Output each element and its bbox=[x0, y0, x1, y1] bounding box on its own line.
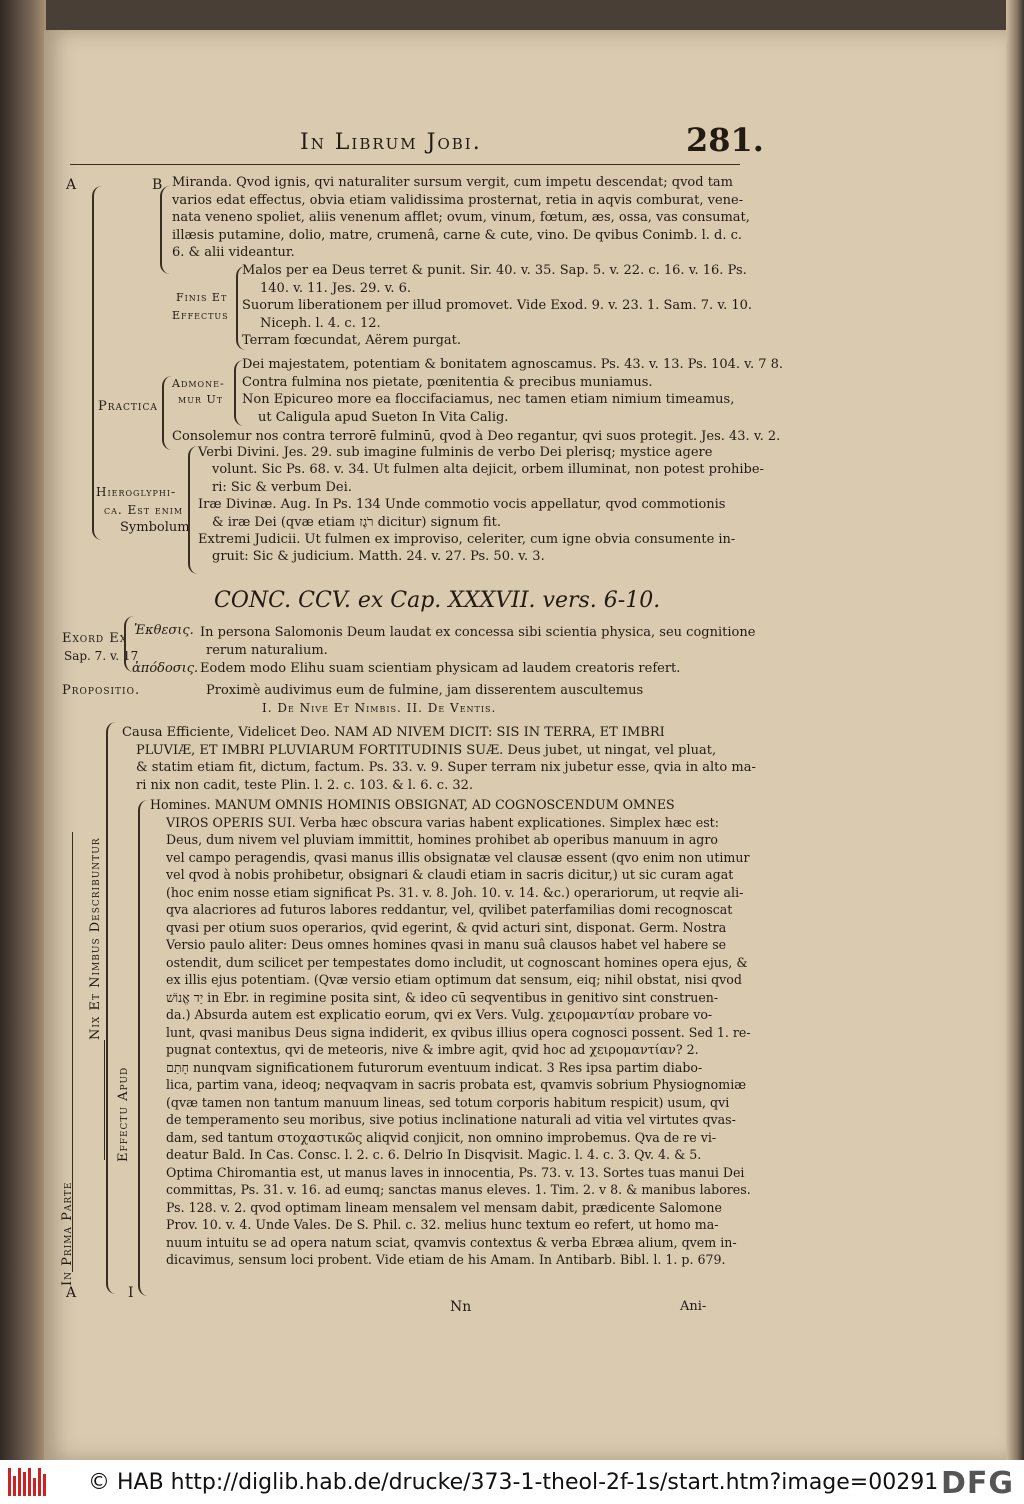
block-hierogl bbox=[198, 444, 764, 566]
text-line: da.) Absurda autem est explicatio eorum, qvi ex Vers. Vulg. χειρομαντίαν probare vo- bbox=[166, 1007, 713, 1022]
text-line: Prov. 10. v. 4. Unde Vales. De S. Phil. c. 32. melius hunc textum eo refert, ut homo ma- bbox=[166, 1217, 719, 1232]
side-label-effectu: Effectu Apud bbox=[116, 1066, 131, 1162]
conc-title: CONC. CCV. ex Cap. XXXVII. vers. 6-10. bbox=[214, 588, 661, 613]
text-line: illæsis putamine, dolio, matre, crumenâ, carne & cute, vino. De qvibus Conimb. l. d. c. bbox=[172, 227, 743, 243]
block-miranda bbox=[172, 174, 750, 262]
label-propositio: Propositio. bbox=[62, 683, 141, 698]
side-label-nix: Nix Et Nimbus Describuntur bbox=[88, 837, 103, 1040]
text-line: Ps. 128. v. 2. qvod optimam lineam mensalem vel mensam dabit, prædicente Salomone bbox=[166, 1199, 722, 1215]
text-line: vel qvod à nobis prohibetur, obsignari & claudi etiam in sacris dicitur,) ut sic curam agat bbox=[166, 867, 734, 882]
margin-letter-b: B bbox=[152, 177, 163, 193]
text-line: volunt. Sic Ps. 68. v. 34. Ut fulmen alta dejicit, orbem illuminat, non potest prohibe- bbox=[212, 462, 764, 478]
text-line-consolemur: Consolemur nos contra terrorē fulminū, qvod à Deo regantur, qvi suos protegit. Jes. 43. v. 2. bbox=[172, 429, 781, 444]
footer-bar bbox=[0, 1460, 1024, 1504]
text-line: PLUVIÆ, ET IMBRI PLUVIARUM FORTITUDINIS SUÆ. Deus jubet, ut ningat, vel pluat, bbox=[136, 742, 717, 758]
margin-letter-i-bottom: I bbox=[128, 1285, 134, 1301]
text-line: gruit: Sic & judicium. Matth. 24. v. 27. Ps. 50. v. 3. bbox=[212, 549, 545, 565]
dfg-logo: DFG bbox=[940, 1466, 1014, 1501]
text-line: & statim etiam fit, dictum, factum. Ps. 33. v. 9. Super terram nix jubetur esse, qvia in alto ma- bbox=[136, 760, 756, 775]
text-line: Extremi Judicii. Ut fulmen ex improviso, celeriter, cum igne obvia consumente in- bbox=[198, 532, 736, 548]
label-mur-ut: mur Ut bbox=[178, 393, 224, 406]
text-line: pugnat contextus, qvi de meteoris, nive & imbre agit, qvid hoc ad χειρομαντίαν? 2. bbox=[166, 1042, 699, 1057]
text-line: Optima Chiromantia est, ut manus laves in innocentia, Ps. 73. v. 13. Sortes tuas manui Dei bbox=[166, 1164, 745, 1180]
copyright-link[interactable]: © HAB http://diglib.hab.de/drucke/373-1-theol-2f-1s/start.htm?image=00291 bbox=[88, 1470, 939, 1495]
text-line: יַד אֱנוֹשׁ in Ebr. in regimine posita sint, & ideo cū seqventibus in genitivo sint construen- bbox=[166, 989, 719, 1005]
label-hierogl-2: ca. Est enim bbox=[104, 503, 184, 517]
greek-apodosis: ἀπόδοσις. bbox=[132, 661, 199, 676]
text-line: Contra fulmina nos pietate, pœnitentia & precibus muniamus. bbox=[242, 374, 653, 390]
text-line: ostendit, dum scilicet per tempestates domo includit, ut cognoscant homines opera ejus, & bbox=[166, 954, 748, 970]
text-line: nata veneno spoliet, aliis venenum afflet; ovum, vinum, fœtum, æs, ossa, vas consumat, bbox=[172, 210, 750, 225]
text-line: Homines. MANUM OMNIS HOMINIS OBSIGNAT, AD COGNOSCENDUM OMNES bbox=[150, 797, 675, 812]
text-line: (hoc enim nosse etiam significat Ps. 31. v. 8. Joh. 10. v. 14. &c.) operariorum, ut reqvie ali- bbox=[166, 884, 744, 900]
text-line: VIROS OPERIS SUI. Verba hæc obscura varias habent explicationes. Simplex hæc est: bbox=[166, 814, 719, 830]
hab-logo bbox=[8, 1468, 48, 1496]
label-effectus: Effectus bbox=[172, 309, 229, 322]
propositio-line-2: I. De Nive Et Nimbis. II. De Ventis. bbox=[262, 701, 497, 715]
book-spine bbox=[0, 0, 46, 1460]
block-causa bbox=[122, 724, 756, 794]
text-line: In persona Salomonis Deum laudat ex concessa sibi scientia physica, seu cognitione bbox=[200, 625, 756, 640]
text-line: Dei majestatem, potentiam & bonitatem agnoscamus. Ps. 43. v. 13. Ps. 104. v. 7 8. bbox=[242, 357, 784, 372]
header-rule bbox=[70, 164, 740, 165]
text-line: Malos per ea Deus terret & punit. Sir. 40. v. 35. Sap. 5. v. 22. c. 16. v. 16. Ps. bbox=[242, 263, 747, 278]
text-line: 6. & alii videantur. bbox=[172, 245, 295, 260]
block-finis bbox=[242, 262, 752, 350]
text-line: ex illis ejus potentiam. (Qvæ versio etiam optimum dat sensum, eiq; nihil obstat, nisi qvod bbox=[166, 972, 742, 987]
margin-letter-a: A bbox=[66, 177, 77, 193]
block-practica bbox=[242, 356, 783, 426]
block-exord bbox=[200, 624, 755, 678]
text-line: ut Caligula apud Sueton In Vita Calig. bbox=[258, 409, 509, 425]
text-line: Niceph. l. 4. c. 12. bbox=[260, 315, 381, 331]
brace-big bbox=[106, 722, 120, 1294]
text-line: deatur Bald. In Cas. Consc. l. 2. c. 6. Delrio In Disqvisit. Magic. l. 4. c. 3. Qv. 4. & 5. bbox=[166, 1147, 702, 1162]
label-finis: Finis Et bbox=[176, 291, 228, 304]
text-line: Verbi Divini. Jes. 29. sub imagine fulminis de verbo Dei plerisq; mystice agere bbox=[198, 445, 713, 460]
page-number: 281. bbox=[686, 121, 764, 159]
propositio-line-1: Proximè audivimus eum de fulmine, jam disserentem auscultemus bbox=[206, 683, 644, 698]
label-hierogl-3: Symbolum bbox=[120, 520, 190, 535]
running-title: In Librum Jobi. bbox=[300, 130, 482, 155]
text-line: 140. v. 11. Jes. 29. v. 6. bbox=[260, 280, 412, 296]
text-line: nuum intuitu se ad opera natum sciat, qvamvis contextus & verba Ebræa alium, qvem in- bbox=[166, 1234, 737, 1250]
side-rule-2 bbox=[104, 1040, 105, 1160]
text-line: Causa Efficiente, Videlicet Deo. NAM AD NIVEM DICIT: SIS IN TERRA, ET IMBRI bbox=[122, 725, 665, 740]
text-line: Iræ Divinæ. Aug. In Ps. 134 Unde commotio vocis appellatur, qvod commotionis bbox=[198, 497, 726, 513]
brace-b bbox=[160, 186, 170, 274]
label-exord: Exord Ex bbox=[62, 631, 128, 646]
text-line: & iræ Dei (qvæ etiam רֹגֶז dicitur) signum fit. bbox=[212, 514, 501, 530]
text-line: ri nix non cadit, teste Plin. l. 2. c. 103. & l. 6. c. 32. bbox=[136, 777, 474, 793]
text-line: vel campo peragendis, qvasi manus illis obsignatæ vel clausæ essent (qvo enim non utimur bbox=[166, 849, 750, 865]
text-line: Eodem modo Elihu suam scientiam physicam ad laudem creatoris refert. bbox=[200, 661, 681, 676]
greek-ekthesis: Ἐκθεσις. bbox=[134, 623, 194, 638]
text-line: ri: Sic & verbum Dei. bbox=[212, 479, 352, 495]
text-line: Non Epicureo more ea floccifaciamus, nec tamen etiam nimium timeamus, bbox=[242, 392, 735, 407]
text-line: committas, Ps. 31. v. 16. ad eumq; sanctas manus eleves. 1. Tim. 2. v 8. & manibus labores. bbox=[166, 1182, 751, 1197]
signature-mark: Nn bbox=[450, 1299, 472, 1315]
text-line: qva alacriores ad futuros labores reddantur, vel, qvilibet paterfamilias domi recognoscat bbox=[166, 902, 733, 917]
text-line: rerum naturalium. bbox=[206, 643, 328, 658]
text-line: Suorum liberationem per illud promovet. Vide Exod. 9. v. 23. 1. Sam. 7. v. 10. bbox=[242, 298, 753, 313]
label-hierogl-1: Hieroglyphi- bbox=[96, 485, 177, 499]
block-homines bbox=[150, 796, 751, 1269]
side-label-prima: In Prima Parte bbox=[60, 1181, 75, 1286]
label-practica: Practica bbox=[98, 399, 158, 414]
brace-homines bbox=[138, 800, 150, 1296]
text-line: Terram fœcundat, Aërem purgat. bbox=[242, 333, 462, 348]
text-line: lica, partim vana, ideoq; neqvaqvam in sacris probata est, qvamvis sobrium Physiognomiæ bbox=[166, 1077, 747, 1092]
text-line: varios edat effectus, obvia etiam validissima prosternat, retia in aqvis comburat, vene- bbox=[172, 192, 744, 208]
text-line: חָתַם nunqvam significationem futurorum eventuum indicat. 3 Res ipsa partim diabo- bbox=[166, 1059, 703, 1075]
text-line: Miranda. Qvod ignis, qvi naturaliter sursum vergit, cum impetu descendat; qvod tam bbox=[172, 175, 734, 190]
label-sap: Sap. 7. v. 17 bbox=[64, 649, 139, 663]
page-edge bbox=[1006, 0, 1024, 1460]
label-admone: Admone- bbox=[172, 377, 225, 390]
text-line: Deus, dum nivem vel pluviam immittit, homines prohibet ab operibus manuum in agro bbox=[166, 832, 718, 847]
text-line: de temperamento seu moribus, sive potius inclinatione naturali ad vitia vel virtutes qvas- bbox=[166, 1112, 736, 1127]
text-line: (qvæ tamen non tantum manuum lineas, sed totum corporis habitum respicit) usum, qvi bbox=[166, 1094, 730, 1110]
catchword: Ani- bbox=[680, 1299, 707, 1314]
text-line: dicavimus, sensum loci probent. Vide etiam de his Amam. In Antibarb. Bibl. l. 1. p. 679. bbox=[166, 1252, 726, 1267]
text-line: dam, sed tantum στοχαστικῶς aliqvid conjicit, non omnino improbemus. Qva de re vi- bbox=[166, 1129, 717, 1145]
text-line: lunt, qvasi manibus Deus signa indiderit, ex qvibus illius opera cognosci possent. Sed 1. re- bbox=[166, 1024, 751, 1040]
margin-letter-a-bottom: A bbox=[66, 1285, 77, 1301]
text-line: qvasi per otium suos operarios, qvid egerint, & qvid acturi sint, disponat. Germ. Nostra bbox=[166, 919, 727, 935]
brace-hierogl bbox=[188, 446, 198, 574]
text-line: Versio paulo aliter: Deus omnes homines qvasi in manu suâ clausos habet vel habere se bbox=[166, 937, 727, 952]
